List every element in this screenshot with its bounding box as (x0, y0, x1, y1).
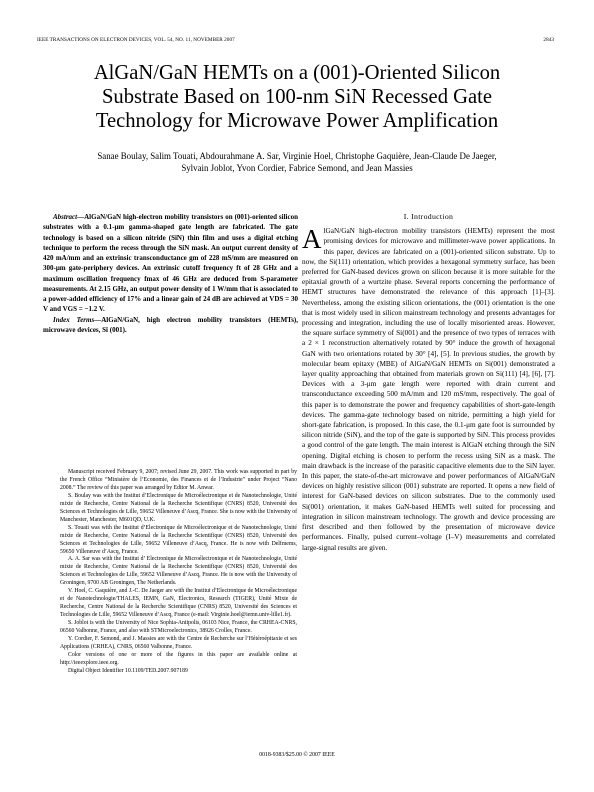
drop-cap: A (302, 224, 322, 255)
intro-text: lGaN/GaN high-electron mobility transistors (HEMTs) represent the most promising devices for microwave and millimeter-wave power applications. In this paper, devices are fabricated on a (001)-oriented silicon substrate. Up to now, the Si(111) orientation, which provides a hexagonal symmetry surface, has been preferred for GaN-based devices grown on silicon because it is more suitable for the epitaxial growth of a wurtzite phase. Several reports concerning the performance of HEMT structures have demonstrated the relevance of this approach [1]–[3]. Nevertheless, among the existing silicon orientations, the (001) orientation is the one that is most widely used in silicon mainstream technology and presents advantages for processing and integration, including the use of locally misoriented areas. However, the square surface symmetry of Si(001) and the presence of two types of terraces with a 2 × 1 reconstruction alternatively rotated by 90° induce the growth of hexagonal GaN with two orientations rotated by 30° [4], [5]. In previous studies, the growth by molecular beam epitaxy (MBE) of AlGaN/GaN HEMTs on Si(001) demonstrated a layer quality approaching that obtained from materials grown on Si(111) [4], [6], [7]. Devices with a 3-μm gate length were reported with drain current and transconductance exceeding 500 mA/mm and 120 mS/mm, respectively. The goal of this paper is to demonstrate the power and frequency capabilities of short-gate-length devices. The gamma-gate technology based on nitride, permitting a high yield for short-gate fabrication, is proposed. In this case, the 0.1-μm gate foot is surrounded by silicon nitride (SiN), and the top of the gate is supported by SiN. This process provides a good control of the gate length. The main interest is AlGaN etching through the SiN opening. Digital etching is chosen to perform the recess using SiN as a mask. The main drawback is the increase of the parasitic capacitive elements due to the SiN layer. In this paper, the state-of-the-art microwave and power performances of AlGaN/GaN devices on highly resistive silicon (001) substrate are reported. It opens a new field of interest for GaN-based devices on silicon substrates. Due to the commonly used Si(001) orientation, it makes GaN-based HEMTs well suited for processing and integration in silicon mainstream technology. The growth and device processing are first described and then followed by the presentation of microwave device performances. Finally, pulsed current–voltage (I–V) measurements and correlated large-signal results are given. (302, 227, 555, 552)
footnote: S. Boulay was with the Institut d’Electronique de Microélectronique et de Nanotechnologie, Unité mixte de Recherche, Centre National de la Recherche Scientifique (CNRS) 8520, Université des Sciences et Technologies de Lille, 59652 Villeneuve d’Ascq, France. She is now with the University of Manchester, Manchester, M601QD, U.K. (60, 492, 297, 523)
left-column (43, 212, 298, 338)
abstract-label: Abstract (53, 213, 78, 221)
abstract-paragraph (43, 212, 298, 315)
footnote: Digital Object Identifier 10.1109/TED.2007.907189 (68, 667, 188, 674)
index-terms-label: Index Terms (53, 315, 95, 324)
title-line: Substrate Based on 100-nm SiN Recessed Gate (101, 86, 493, 108)
journal-header: IEEE TRANSACTIONS ON ELECTRON DEVICES, VOL. 54, NO. 11, NOVEMBER 2007 (37, 37, 235, 43)
title-line: AlGaN/GaN HEMTs on a (001)-Oriented Silicon (93, 62, 501, 84)
index-terms (43, 315, 298, 336)
footnote: V. Hoel, C. Gaquière, and J.-C. De Jaeger are with the Institut d’Electronique de Microélectronique et de Nanotechnologie/THALES, IEMN, GaN, Electronics, Research (TIGER), Unité Mixte de Recherche, Centre National de la Recherche Scientifique (CNRS) 8520, Université des Sciences et Technologies de Lille, 59652 Villeneuve d’Ascq, France (e-mail: Virginie.hoel@iemn.univ-lille1.fr). (60, 588, 297, 619)
footnote: Y. Cordier, F. Semond, and J. Massies are with the Centre de Recherche sur l’Hétéroépitaxie et ses Applications (CRHEA), CNRS, 06560 Valbonne, France. (60, 636, 297, 650)
abstract-text: —AlGaN/GaN high-electron mobility transistors on (001)-oriented silicon substrates with a 0.1-μm gamma-shaped gate length are fabricated. The gate technology is based on a silicon nitride (SiN) thin film and uses a digital etching technique to perform the recess through the SiN mask. An output current density of 420 mA/mm and an extrinsic transconductance gm of 228 mS/mm are measured on 300-μm gate-periphery devices. An extrinsic cutoff frequency ft of 28 GHz and a maximum oscillation frequency fmax of 46 GHz are deduced from S-parameter measurements. At 2.15 GHz, an output power density of 1 W/mm that is associated to a power-added efficiency of 17% and a linear gain of 24 dB are achieved at VDS = 30 V and VGS = −1.2 V. (43, 213, 298, 314)
index-terms-text: —AlGaN/GaN, high electron mobility transistors (HEMTs), microwave devices, Si (001). (43, 315, 299, 334)
page-number: 2843 (543, 37, 554, 43)
paper-title (30, 61, 564, 133)
right-column (302, 212, 555, 553)
author-line: Sanae Boulay, Salim Touati, Abdourahmane A. Sar, Virginie Hoel, Christophe Gaquière, Jean-Claude De Jaeger, (97, 151, 497, 161)
author-line: Sylvain Joblot, Yvon Cordier, Fabrice Semond, and Jean Massies (181, 163, 413, 173)
abstract (43, 212, 298, 335)
author-list (30, 150, 564, 174)
running-header (37, 37, 554, 47)
footnote: S. Touati was with the Institut d’Electronique de Microélectronique et de Nanotechnologie, Unité mixte de Recherche, Centre National de la Recherche Scientifique (CNRS) 8520, Université des Sciences et Technologies de Lille, 59652 Villeneuve d’Ascq, France. He is now with Delfmems, 59650 Villeneuve d’Ascq, France. (60, 524, 297, 555)
footnotes (60, 469, 297, 676)
footnote: Manuscript received February 9, 2007; revised June 29, 2007. This work was supported in part by the French Office “Ministère de l’Economie, des Finances et de l’Industrie” under Project “Nano 2008.” The review of this paper was arranged by Editor M. Anwar. (60, 469, 297, 491)
section-heading: I. Introduction (403, 212, 454, 221)
intro-paragraph (302, 226, 555, 553)
title-line: Technology for Microwave Power Amplification (95, 110, 499, 132)
footnote: Color versions of one or more of the figures in this paper are available online at http://ieeexplore.ieee.org. (60, 651, 297, 666)
copyright-footer: 0018-9383/$25.00 © 2007 IEEE (259, 752, 335, 758)
footnote: A. A. Sar was with the Institut d’ Electronique de Microélectronique et de Nanotechnologie, Unité mixte de Recherche, Centre National de la Recherche Scientifique (CNRS) 8520, Université des Sciences et Technologies de Lille, 59652 Villeneuve d’Ascq, France. He is now with the University of Groningen, 9700 AB Groningen, The Netherlands. (60, 556, 297, 587)
footnote: S. Joblot is with the University of Nice Sophia-Antipolis, 06103 Nice, France, the CRHEA-CNRS, 06560 Valbonne, France, and also with STMicroelectronics, 38926 Crolles, France. (60, 620, 297, 635)
